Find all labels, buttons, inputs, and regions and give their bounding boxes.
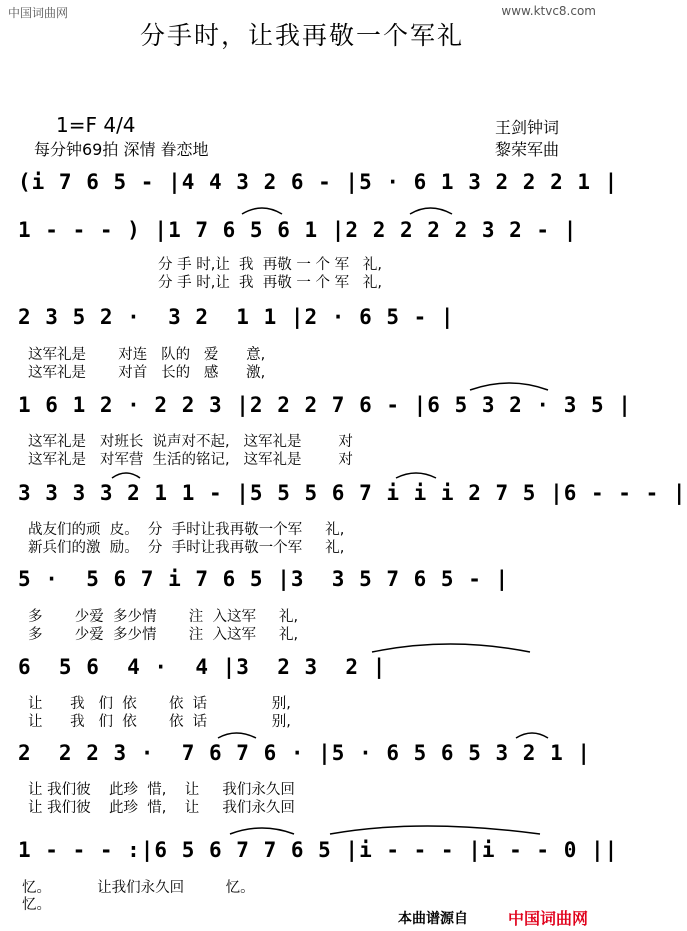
slur-8 [516,733,548,738]
watermark-right: www.ktvc8.com [501,4,596,18]
lyric-line-2b: 分 手 时,让 我 再敬 一 个 军 礼, [158,275,383,291]
notation-line-4: 1 6 1 2 · 2 2 3 |2 2 2 7 6 - |6 5 3 2 · 3 5 | [18,393,632,417]
lyric-line-8a: 让 我们彼 此珍 惜, 让 我们永久回 [28,782,295,798]
lyric-line-6b: 多 少爱 多少情 注 入这军 礼, [28,627,299,643]
lyricist-credit: 王剑钟词 [495,118,560,137]
notation-line-2: 1 - - - ) |1 7 6 5 6 1 |2 2 2 2 2 3 2 - | [18,218,578,242]
composer-credit: 黎荣军曲 [495,140,560,159]
notation-line-8: 2 2 2 3 · 7 6 7 6 · |5 · 6 5 6 5 3 2 1 | [18,741,592,765]
lyric-line-3a: 这军礼是 对连 队的 爱 意, [28,347,266,363]
lyric-line-5a: 战友们的顽 皮。 分 手时让我再敬一个军 礼, [28,522,345,538]
lyric-line-8b: 让 我们彼 此珍 惜, 让 我们永久回 [28,800,295,816]
lyric-line-5b: 新兵们的激 励。 分 手时让我再敬一个军 礼, [28,540,345,556]
key-signature: 1=F 4/4 [56,113,136,137]
notation-line-6: 5 · 5 6 7 i 7 6 5 |3 3 5 7 6 5 - | [18,567,510,591]
slur-9 [230,828,294,834]
lyric-line-4b: 这军礼是 对军营 生活的铭记, 这军礼是 对 [28,452,353,468]
source-label: 本曲谱源自 [398,911,468,927]
source-brand: 中国词曲网 [508,909,589,928]
slur-7 [218,733,256,738]
slur-6 [372,644,530,652]
slur-10 [330,826,540,834]
notation-line-5: 3 3 3 3 2 1 1 - |5 5 5 6 7 i i i 2 7 5 |6 - - - | [18,481,687,505]
watermark-left: 中国词曲网 [8,6,69,20]
tempo-expression: 每分钟69拍 深情 眷恋地 [34,140,209,159]
lyric-line-7b: 让 我 们 依 依 话 别, [28,714,291,730]
notation-line-7: 6 5 6 4 · 4 |3 2 3 2 | [18,655,387,679]
slur-2 [410,208,452,214]
notation-line-3: 2 3 5 2 · 3 2 1 1 |2 · 6 5 - | [18,305,455,329]
notation-line-9: 1 - - - :|6 5 6 7 7 6 5 |i - - - |i - - 0 || [18,838,619,862]
lyric-line-3b: 这军礼是 对首 长的 感 激, [28,365,266,381]
lyric-line-9b: 忆。 [22,897,51,913]
lyric-line-7a: 让 我 们 依 依 话 别, [28,696,291,712]
lyric-line-9a: 忆。 让我们永久回 忆。 [22,880,255,896]
song-title: 分手时，让我再敬一个军礼 [139,21,464,50]
slur-5 [396,473,436,478]
slur-4 [112,473,140,478]
notation-line-1: (i 7 6 5 - |4 4 3 2 6 - |5 · 6 1 3 2 2 2 1 | [18,170,619,194]
lyric-line-4a: 这军礼是 对班长 说声对不起, 这军礼是 对 [28,434,353,450]
slur-1 [242,208,282,214]
lyric-line-2a: 分 手 时,让 我 再敬 一 个 军 礼, [158,257,383,273]
slur-3 [470,383,548,390]
lyric-line-6a: 多 少爱 多少情 注 入这军 礼, [28,609,299,625]
